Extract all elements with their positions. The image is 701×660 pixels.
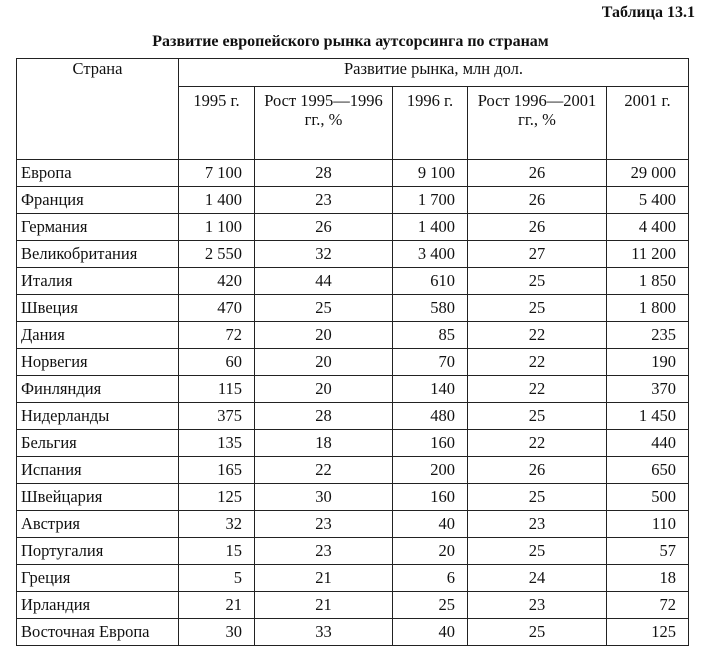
- header-market: Развитие рынка, млн дол.: [179, 59, 689, 87]
- cell-country: Ирландия: [17, 592, 179, 619]
- cell-growth-1995-1996: 32: [255, 241, 393, 268]
- table-row: [17, 619, 689, 646]
- cell-2001: 125: [607, 619, 689, 646]
- cell-1995: 165: [179, 457, 255, 484]
- cell-1996: 160: [393, 484, 468, 511]
- cell-1996: 480: [393, 403, 468, 430]
- cell-growth-1996-2001: 25: [468, 484, 607, 511]
- table-body: [17, 160, 689, 646]
- cell-growth-1996-2001: 25: [468, 268, 607, 295]
- cell-2001: 500: [607, 484, 689, 511]
- cell-growth-1995-1996: 25: [255, 295, 393, 322]
- cell-growth-1996-2001: 23: [468, 592, 607, 619]
- cell-1995: 115: [179, 376, 255, 403]
- table-row: [17, 349, 689, 376]
- table-number: Таблица 13.1: [601, 4, 695, 21]
- cell-growth-1996-2001: 26: [468, 160, 607, 187]
- cell-growth-1996-2001: 26: [468, 187, 607, 214]
- cell-growth-1995-1996: 21: [255, 565, 393, 592]
- table-row: [17, 187, 689, 214]
- cell-1996: 580: [393, 295, 468, 322]
- cell-growth-1995-1996: 22: [255, 457, 393, 484]
- cell-growth-1996-2001: 22: [468, 322, 607, 349]
- cell-growth-1996-2001: 25: [468, 538, 607, 565]
- cell-country: Нидерланды: [17, 403, 179, 430]
- cell-1995: 375: [179, 403, 255, 430]
- cell-1995: 15: [179, 538, 255, 565]
- cell-1996: 610: [393, 268, 468, 295]
- cell-2001: 72: [607, 592, 689, 619]
- cell-2001: 29 000: [607, 160, 689, 187]
- cell-growth-1996-2001: 27: [468, 241, 607, 268]
- table-row: [17, 565, 689, 592]
- cell-1996: 1 400: [393, 214, 468, 241]
- cell-country: Италия: [17, 268, 179, 295]
- cell-growth-1995-1996: 23: [255, 538, 393, 565]
- cell-2001: 650: [607, 457, 689, 484]
- table-row: [17, 592, 689, 619]
- cell-country: Швеция: [17, 295, 179, 322]
- cell-growth-1996-2001: 23: [468, 511, 607, 538]
- cell-1995: 21: [179, 592, 255, 619]
- cell-growth-1995-1996: 20: [255, 376, 393, 403]
- cell-2001: 440: [607, 430, 689, 457]
- cell-1995: 470: [179, 295, 255, 322]
- table-row: [17, 160, 689, 187]
- table-row: [17, 268, 689, 295]
- header-1995: 1995 г.: [179, 87, 255, 160]
- table-row: [17, 430, 689, 457]
- cell-country: Норвегия: [17, 349, 179, 376]
- cell-growth-1995-1996: 21: [255, 592, 393, 619]
- cell-1996: 25: [393, 592, 468, 619]
- header-2001: 2001 г.: [607, 87, 689, 160]
- cell-growth-1995-1996: 26: [255, 214, 393, 241]
- header-country: Страна: [17, 59, 179, 160]
- cell-growth-1995-1996: 23: [255, 187, 393, 214]
- cell-1996: 3 400: [393, 241, 468, 268]
- table-caption: Развитие европейского рынка аутсорсинга по странам: [152, 33, 549, 50]
- cell-country: Бельгия: [17, 430, 179, 457]
- cell-growth-1996-2001: 25: [468, 403, 607, 430]
- cell-1995: 32: [179, 511, 255, 538]
- cell-1996: 9 100: [393, 160, 468, 187]
- cell-growth-1995-1996: 28: [255, 160, 393, 187]
- cell-growth-1995-1996: 20: [255, 322, 393, 349]
- cell-2001: 4 400: [607, 214, 689, 241]
- cell-country: Португалия: [17, 538, 179, 565]
- cell-2001: 18: [607, 565, 689, 592]
- table-row: [17, 457, 689, 484]
- header-growth-1995-1996: Рост 1995—1996 гг., %: [255, 87, 393, 160]
- cell-country: Франция: [17, 187, 179, 214]
- cell-growth-1995-1996: 28: [255, 403, 393, 430]
- cell-1995: 125: [179, 484, 255, 511]
- cell-growth-1996-2001: 22: [468, 349, 607, 376]
- cell-1995: 135: [179, 430, 255, 457]
- cell-2001: 370: [607, 376, 689, 403]
- cell-1996: 140: [393, 376, 468, 403]
- cell-country: Испания: [17, 457, 179, 484]
- cell-country: Швейцария: [17, 484, 179, 511]
- cell-1996: 200: [393, 457, 468, 484]
- cell-growth-1996-2001: 26: [468, 457, 607, 484]
- cell-1995: 30: [179, 619, 255, 646]
- cell-1996: 160: [393, 430, 468, 457]
- cell-1995: 420: [179, 268, 255, 295]
- cell-2001: 1 800: [607, 295, 689, 322]
- table-row: [17, 214, 689, 241]
- cell-1996: 40: [393, 619, 468, 646]
- cell-1996: 85: [393, 322, 468, 349]
- cell-1995: 1 400: [179, 187, 255, 214]
- cell-1996: 70: [393, 349, 468, 376]
- cell-country: Греция: [17, 565, 179, 592]
- cell-country: Германия: [17, 214, 179, 241]
- table-row: [17, 295, 689, 322]
- table-row: [17, 538, 689, 565]
- cell-growth-1995-1996: 18: [255, 430, 393, 457]
- cell-country: Дания: [17, 322, 179, 349]
- cell-2001: 5 400: [607, 187, 689, 214]
- cell-growth-1995-1996: 23: [255, 511, 393, 538]
- outsourcing-market-table: [16, 58, 689, 646]
- cell-growth-1996-2001: 22: [468, 430, 607, 457]
- table-row: [17, 403, 689, 430]
- cell-1995: 2 550: [179, 241, 255, 268]
- cell-1995: 1 100: [179, 214, 255, 241]
- cell-2001: 57: [607, 538, 689, 565]
- cell-1996: 20: [393, 538, 468, 565]
- cell-2001: 110: [607, 511, 689, 538]
- cell-2001: 190: [607, 349, 689, 376]
- cell-country: Европа: [17, 160, 179, 187]
- cell-growth-1996-2001: 24: [468, 565, 607, 592]
- cell-1995: 72: [179, 322, 255, 349]
- cell-growth-1996-2001: 25: [468, 619, 607, 646]
- cell-country: Великобритания: [17, 241, 179, 268]
- header-1996: 1996 г.: [393, 87, 468, 160]
- cell-growth-1996-2001: 26: [468, 214, 607, 241]
- cell-1995: 7 100: [179, 160, 255, 187]
- cell-1996: 6: [393, 565, 468, 592]
- cell-growth-1995-1996: 44: [255, 268, 393, 295]
- cell-1995: 60: [179, 349, 255, 376]
- table-row: [17, 322, 689, 349]
- cell-growth-1995-1996: 33: [255, 619, 393, 646]
- cell-1996: 1 700: [393, 187, 468, 214]
- table-row: [17, 484, 689, 511]
- table-row: [17, 511, 689, 538]
- table-row: [17, 376, 689, 403]
- cell-1995: 5: [179, 565, 255, 592]
- cell-country: Австрия: [17, 511, 179, 538]
- cell-2001: 235: [607, 322, 689, 349]
- cell-growth-1995-1996: 30: [255, 484, 393, 511]
- table-row: [17, 241, 689, 268]
- cell-1996: 40: [393, 511, 468, 538]
- cell-country: Финляндия: [17, 376, 179, 403]
- cell-country: Восточная Европа: [17, 619, 179, 646]
- cell-growth-1996-2001: 22: [468, 376, 607, 403]
- cell-2001: 1 850: [607, 268, 689, 295]
- cell-growth-1996-2001: 25: [468, 295, 607, 322]
- cell-2001: 11 200: [607, 241, 689, 268]
- cell-2001: 1 450: [607, 403, 689, 430]
- header-growth-1996-2001: Рост 1996—2001 гг., %: [468, 87, 607, 160]
- cell-growth-1995-1996: 20: [255, 349, 393, 376]
